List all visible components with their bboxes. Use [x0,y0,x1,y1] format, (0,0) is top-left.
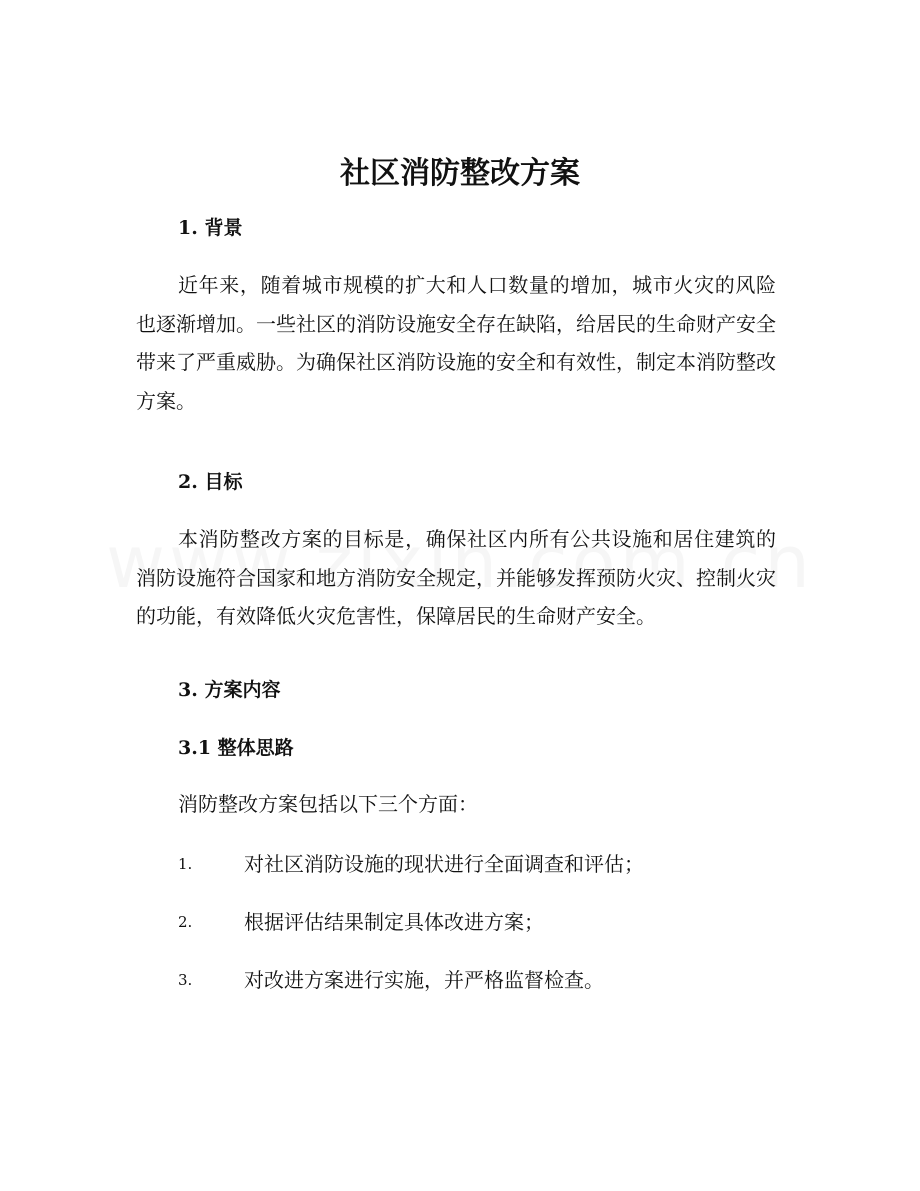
document-title: 社区消防整改方案 [340,156,580,191]
section-heading-plan-content: 3. 方案内容 [178,679,281,701]
subsection-heading-overall-approach: 3.1 整体思路 [178,737,294,759]
list-item-number: 1. [178,855,193,873]
list-item-text: 对改进方案进行实施，并严格监督检查。 [244,968,604,992]
list-intro: 消防整改方案包括以下三个方面： [178,792,478,816]
list-item [178,907,778,937]
section-paragraph-goal: 本消防整改方案的目标是，确保社区内所有公共设施和居住建筑的消防设施符合国家和地方消防安全规定，并能够发挥预防火灾、控制火灾的功能，有效降低火灾危害性，保障居民的生命财产安全。 [136,527,776,628]
list-item [178,965,778,995]
list-item-text: 对社区消防设施的现状进行全面调查和评估； [244,852,644,876]
list-item-text: 根据评估结果制定具体改进方案； [244,910,544,934]
section-heading-background: 1. 背景 [178,217,243,239]
section-heading-goal: 2. 目标 [178,471,243,493]
list-item-number: 2. [178,913,193,931]
section-paragraph-background: 近年来，随着城市规模的扩大和人口数量的增加，城市火灾的风险也逐渐增加。一些社区的消防设施安全存在缺陷，给居民的生命财产安全带来了严重威胁。为确保社区消防设施的安全和有效性，制定本消防整改方案。 [136,273,776,413]
list-item [178,849,778,879]
list-item-number: 3. [178,971,193,989]
